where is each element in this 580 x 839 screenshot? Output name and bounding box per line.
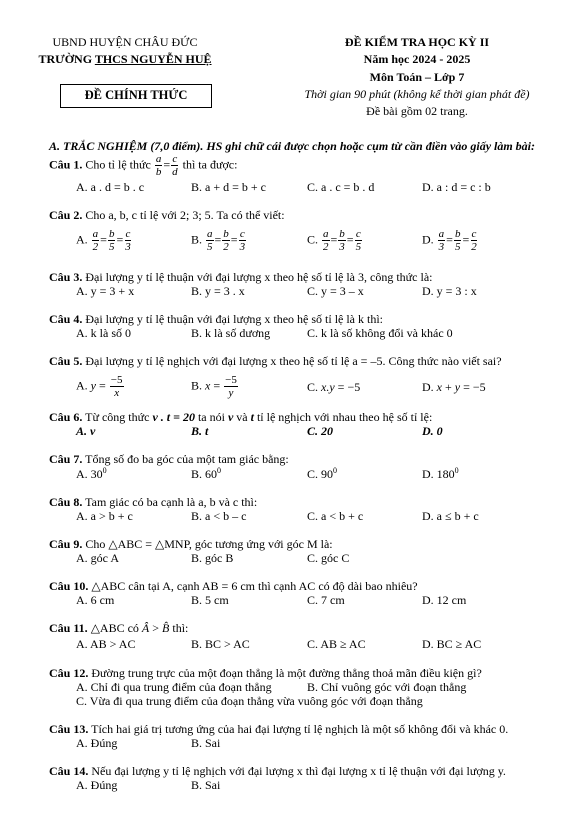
- question-7: Câu 7. Tổng số đo ba góc của một tam giác bằng:: [49, 452, 289, 466]
- q2-option-c: C. $\frac{a}{2}$ = $\frac{b}{3}$ = $\frac{c}{5}$: [307, 228, 362, 253]
- q11-option-b: B. BC > AC: [191, 637, 250, 651]
- q14-option-b: B. Sai: [191, 778, 221, 792]
- q12-option-a: A. Chỉ đi qua trung điểm của đoạn thẳng: [76, 680, 272, 694]
- time-note: Thời gian 90 phút (không kể thời gian phát đề): [304, 87, 530, 101]
- q1-option-d: D. a : d = c : b: [422, 180, 491, 194]
- q6-option-c: C. 20: [307, 424, 334, 438]
- q1-option-c: C. a . c = b . d: [307, 180, 375, 194]
- q6-option-d: D. 0: [422, 424, 443, 438]
- question-12: Câu 12. Đường trung trực của một đoạn thẳng là một đường thẳng thoả mãn điều kiện gì?: [49, 666, 482, 680]
- q2-option-b: B. $\frac{a}{5}$ = $\frac{b}{2}$ = $\frac{c}{3}$: [191, 228, 246, 253]
- question-13: Câu 13. Tích hai giá trị tương ứng của hai đại lượng tỉ lệ nghịch là một số không đổi và khác 0.: [49, 722, 509, 736]
- q5-option-a: A. y = $\frac{-5}{x}$: [76, 374, 123, 399]
- question-3: Câu 3. Đại lượng y tỉ lệ thuận với đại lượng x theo hệ số tỉ lệ là 3, công thức là:: [49, 270, 433, 284]
- question-5: Câu 5. Đại lượng y tỉ lệ nghịch với đại lượng x theo hệ số tỉ lệ a = –5. Công thức nào viết sai?: [49, 354, 502, 368]
- section-a-heading: A. TRẮC NGHIỆM (7,0 điểm). HS ghi chữ cái được chọn hoặc cụm từ cần điền vào giấy làm bài:: [49, 139, 536, 153]
- q11-option-a: A. AB > AC: [76, 637, 136, 651]
- q13-option-b: B. Sai: [191, 736, 221, 750]
- q1-option-a: A. a . d = b . c: [76, 180, 145, 194]
- q4-option-c: C. k là số không đổi và khác 0: [307, 326, 453, 340]
- question-6: Câu 6. Từ công thức v . t = 20 ta nói v và t tỉ lệ nghịch với nhau theo hệ số tỉ lệ:: [49, 410, 433, 424]
- q12-option-c: C. Vừa đi qua trung điểm của đoạn thẳng vừa vuông góc với đoạn thẳng: [76, 694, 423, 708]
- school-year: Năm học 2024 - 2025: [363, 52, 471, 66]
- question-2: Câu 2. Cho a, b, c tỉ lệ với 2; 3; 5. Ta có thể viết:: [49, 208, 285, 222]
- q8-option-d: D. a ≤ b + c: [422, 509, 479, 523]
- school-name: TRƯỜNG THCS NGUYỄN HUỆ: [38, 52, 212, 66]
- q8-option-a: A. a > b + c: [76, 509, 133, 523]
- q6-option-b: B. t: [191, 424, 209, 438]
- q13-option-a: A. Đúng: [76, 736, 118, 750]
- q14-option-a: A. Đúng: [76, 778, 118, 792]
- q3-option-a: A. y = 3 + x: [76, 284, 135, 298]
- district-name: UBND HUYỆN CHÂU ĐỨC: [52, 35, 198, 49]
- q12-option-b: B. Chỉ vuông góc với đoạn thẳng: [307, 680, 467, 694]
- fraction-c-d: $\frac{c}{d}$: [172, 153, 178, 178]
- q5-option-b: B. x = $\frac{-5}{y}$: [191, 374, 237, 399]
- q11-option-c: C. AB ≥ AC: [307, 637, 366, 651]
- subject-grade: Môn Toán – Lớp 7: [369, 70, 465, 84]
- q10-option-c: C. 7 cm: [307, 593, 345, 607]
- pages-note: Đề bài gồm 02 trang.: [366, 104, 468, 118]
- q9-option-c: C. góc C: [307, 551, 350, 565]
- q8-option-b: B. a < b – c: [191, 509, 247, 523]
- q8-option-c: C. a < b + c: [307, 509, 364, 523]
- question-9: Câu 9. Cho △ABC = △MNP, góc tương ứng với góc M là:: [49, 537, 333, 551]
- question-14: Câu 14. Nếu đại lượng y tỉ lệ nghịch với đại lượng x thì đại lượng x tỉ lệ thuận với đại lượng y.: [49, 764, 506, 778]
- q3-option-d: D. y = 3 : x: [422, 284, 477, 298]
- q7-option-d: D. $180^0$: [422, 466, 459, 481]
- question-10: Câu 10. △ABC cân tại A, cạnh AB = 6 cm thì cạnh AC có độ dài bao nhiêu?: [49, 579, 418, 593]
- q9-option-b: B. góc B: [191, 551, 234, 565]
- q7-option-a: A. $30^0$: [76, 466, 107, 481]
- q4-option-b: B. k là số dương: [191, 326, 271, 340]
- official-label-box: ĐỀ CHÍNH THỨC: [60, 84, 212, 108]
- question-11: Câu 11. △ABC có Â > B̂ thì:: [49, 621, 189, 635]
- q6-option-a: A. v: [76, 424, 96, 438]
- q11-option-d: D. BC ≥ AC: [422, 637, 482, 651]
- q2-option-a: A. $\frac{a}{2}$ = $\frac{b}{5}$ = $\frac{c}{3}$: [76, 228, 131, 253]
- q10-option-b: B. 5 cm: [191, 593, 229, 607]
- question-1: Câu 1. Cho tỉ lệ thức $\frac{a}{b}$ = $\frac{c}{d}$ thì ta được:: [49, 153, 238, 178]
- q5-option-d: D. x + y = −5: [422, 380, 486, 394]
- q7-option-c: C. $90^0$: [307, 466, 338, 481]
- q1-option-b: B. a + d = b + c: [191, 180, 266, 194]
- q10-option-d: D. 12 cm: [422, 593, 467, 607]
- q4-option-a: A. k là số 0: [76, 326, 131, 340]
- q7-option-b: B. $60^0$: [191, 466, 222, 481]
- q3-option-c: C. y = 3 – x: [307, 284, 364, 298]
- q3-option-b: B. y = 3 . x: [191, 284, 245, 298]
- q10-option-a: A. 6 cm: [76, 593, 115, 607]
- q9-option-a: A. góc A: [76, 551, 119, 565]
- question-4: Câu 4. Đại lượng y tỉ lệ thuận với đại lượng x theo hệ số tỉ lệ là k thì:: [49, 312, 384, 326]
- exam-title: ĐỀ KIỂM TRA HỌC KỲ II: [344, 35, 490, 49]
- question-8: Câu 8. Tam giác có ba cạnh là a, b và c thì:: [49, 495, 258, 509]
- q2-option-d: D. $\frac{a}{3}$ = $\frac{b}{5}$ = $\frac{c}{2}$: [422, 228, 477, 253]
- q5-option-c: C. x.y = −5: [307, 380, 361, 394]
- fraction-a-b: $\frac{a}{b}$: [155, 153, 162, 178]
